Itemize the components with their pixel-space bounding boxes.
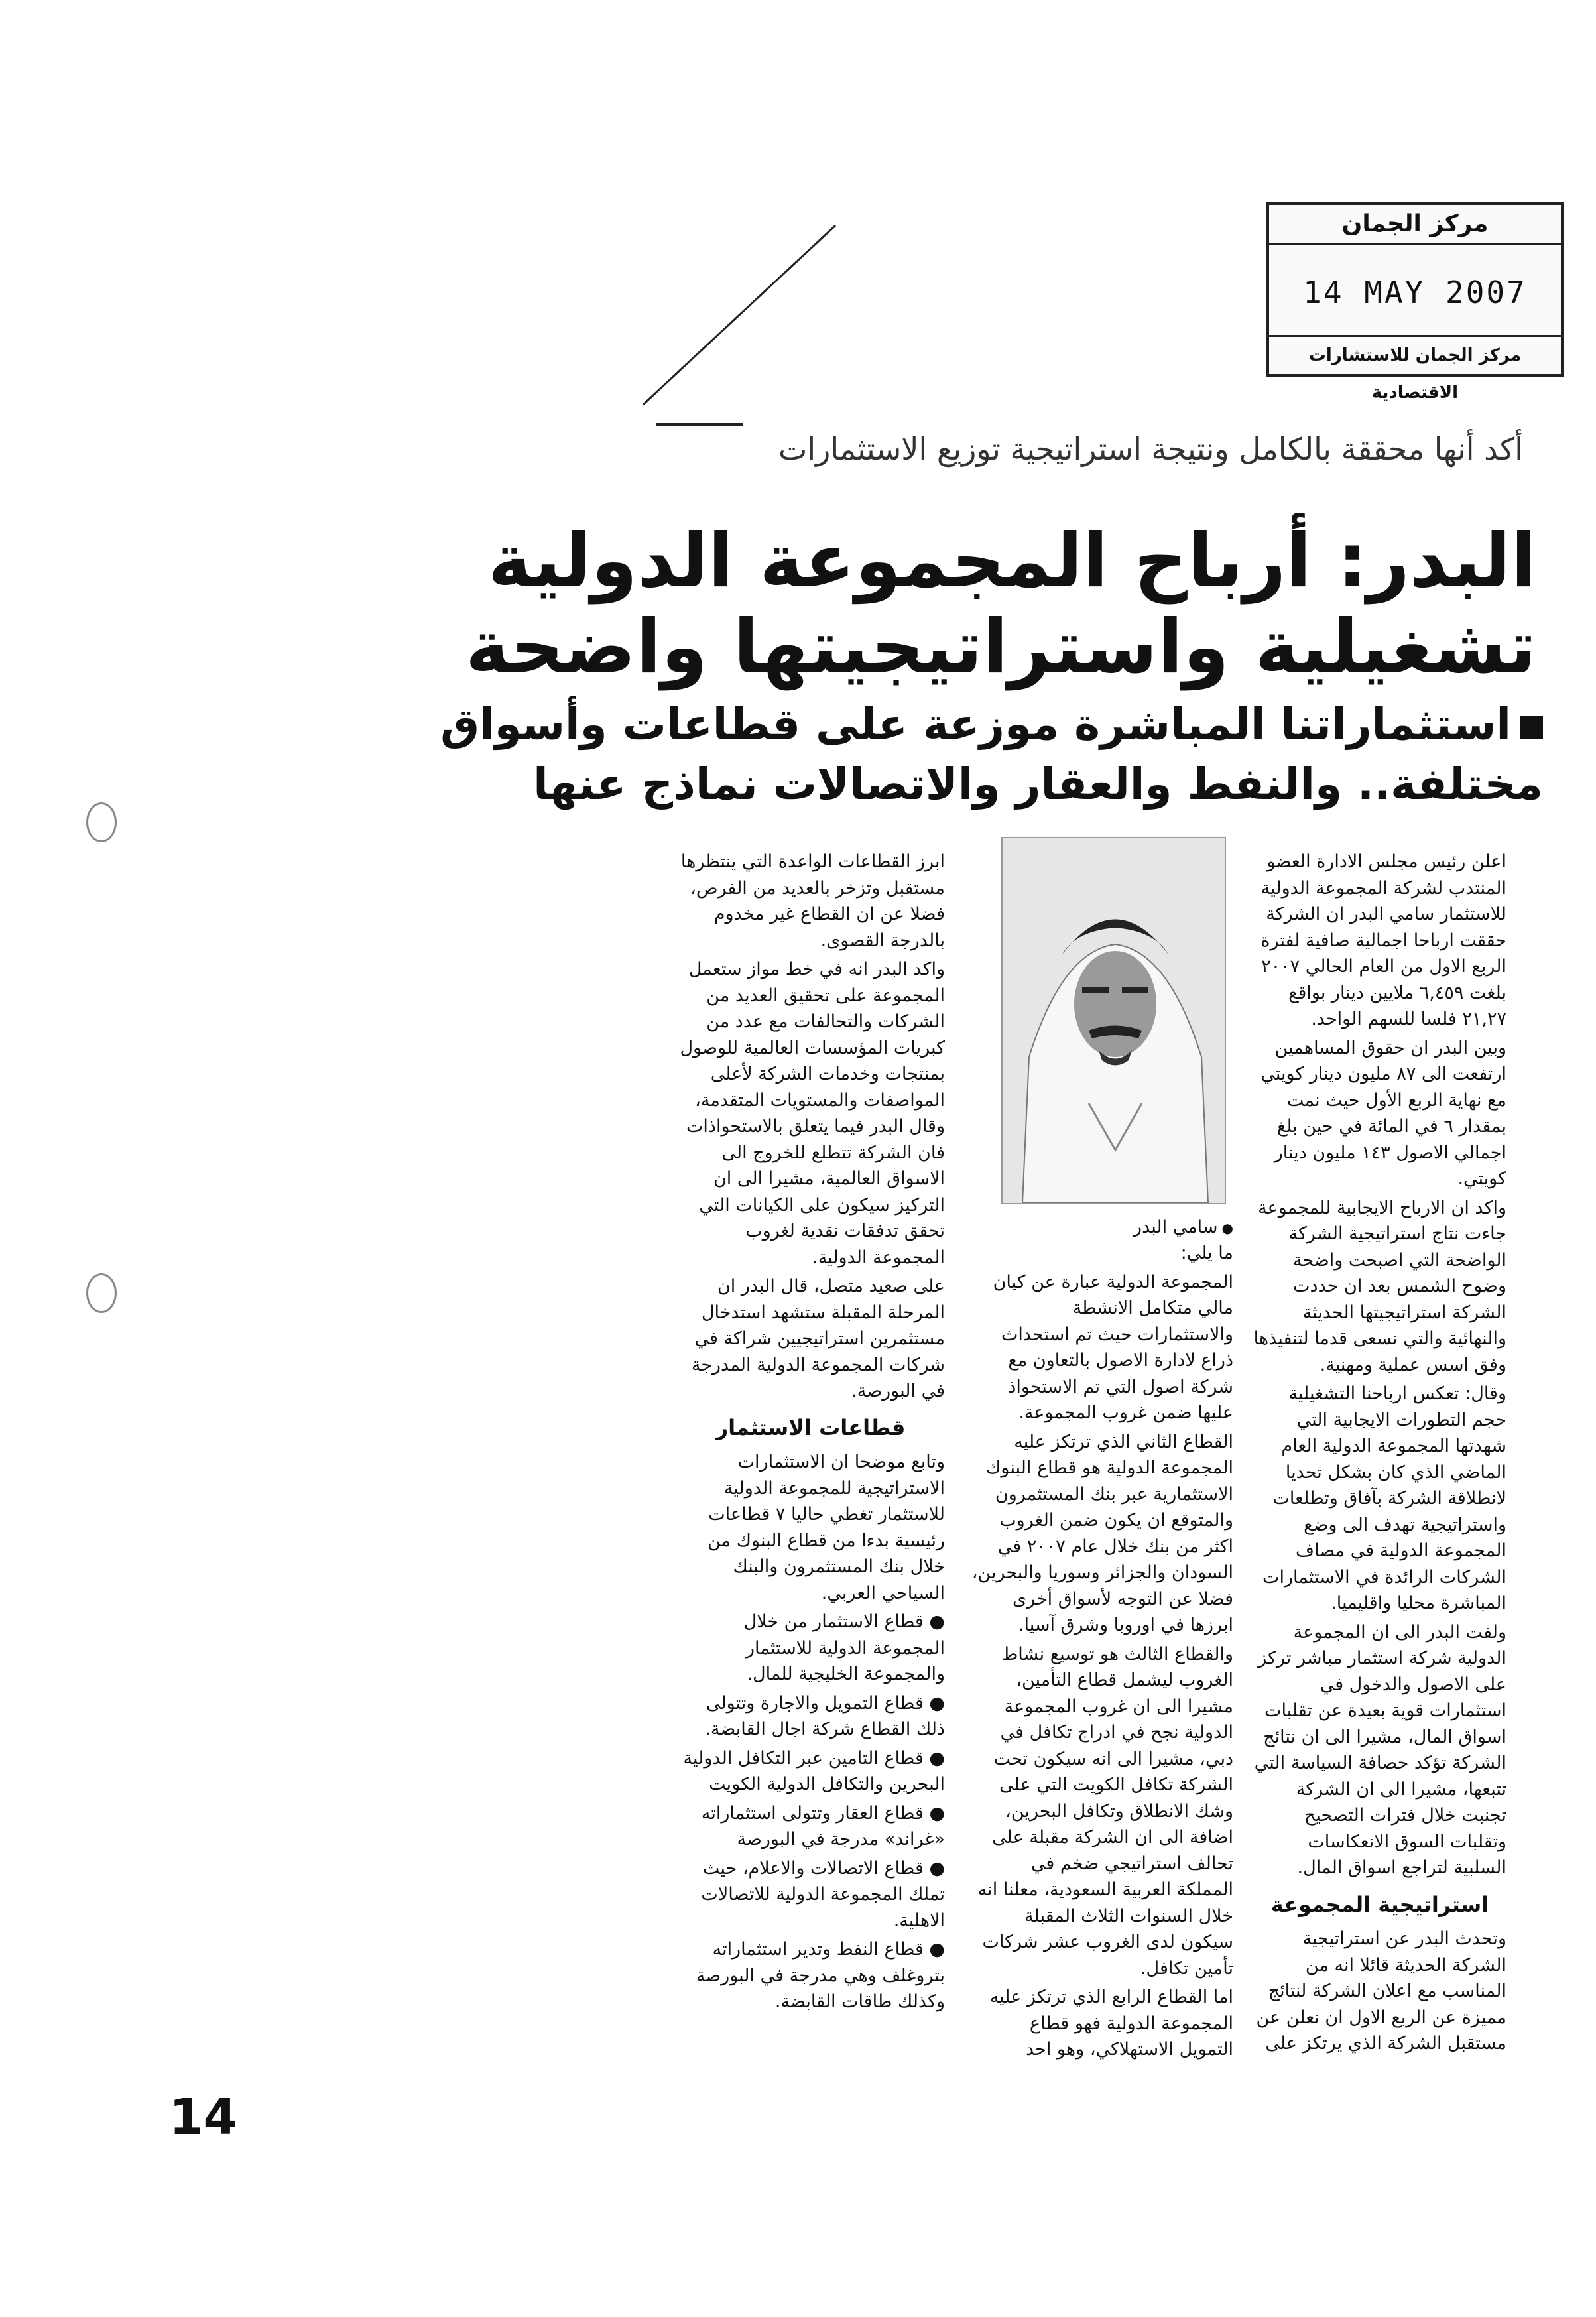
paragraph: اعلن رئيس مجلس الادارة العضو المنتدب لشركة المجموعة الدولية للاستثمار سامي البدر ان الشركة حققت ارباحا اجمالية صافية لفترة الربع الاول من العام الحالي ٢٠٠٧ بلغت ٦,٤٥٩ ملايين دينار بواقع ٢١,٢٧ فلسا للسهم الواحد. <box>1260 851 1506 1029</box>
paragraph: وتحدث البدر عن استراتيجية الشركة الحديثة قائلا انه من المناسب مع اعلان الشركة لنتائج مميزة عن الربع الاول ان نعلن عن مستقبل الشركة الذي يرتكز على <box>1256 1928 1506 2054</box>
article-column-left <box>676 849 945 2018</box>
paragraph: المجموعة الدولية عبارة عن كيان مالي متكامل الانشطة والاستثمارات حيث تم استحداث ذراع لادارة الاصول بالتعاون مع شركة اصول التي تم الاستحواذ عليها ضمن غروب المجموعة. <box>993 1271 1233 1423</box>
section-heading: استراتيجية المجموعة <box>1270 1891 1489 1917</box>
bullet-item: ● قطاع الاتصالات والاعلام، حيث تملك المجموعة الدولية للاتصالات الاهلية. <box>701 1857 945 1931</box>
subheadline-line-1: استثماراتنا المباشرة موزعة على قطاعات وأسواق <box>440 703 1543 747</box>
paragraph: واكد البدر انه في خط مواز ستعمل المجموعة على تحقيق العديد من الشركات والتحالفات مع عدد من كبريات المؤسسات العالمية للوصول بمنتجات وخدمات الشركة لأعلى المواصفات والمستويات المتقدمة، وقال البدر فيما يتعلق بالاستحواذات فان الشركة تتطلع للخروج الى الاسواق العالمية، مشيرا الى ان التركيز سيكون على الكيانات التي تحقق تدفقات نقدية لغروب المجموعة الدولية. <box>680 959 945 1268</box>
paragraph: ابرز القطاعات الواعدة التي ينتظرها مستقبل وتزخر بالعديد من الفرص، فضلا عن ان القطاع غير مخدوم بالدرجة القصوى. <box>680 851 945 951</box>
paragraph: القطاع الثاني الذي ترتكز عليه المجموعة الدولية هو قطاع البنوك الاستثمارية عبر بنك المستثمرون والمتوقع ان يكون ضمن الغروب اكثر من بنك خلال عام ٢٠٠٧ في السودان والجزائر وسوريا والبحرين، فضلا عن التوجه لأسواق أخرى ابرزها في اوروبا وشرق آسيا. <box>971 1431 1233 1635</box>
paragraph: وبين البدر ان حقوق المساهمين ارتفعت الى ٨٧ مليون دينار كويتي مع نهاية الربع الأول حيث نمت بمقدار ٦ في المائة في حين بلغ اجمالي الاصول ١٤٣ مليون دينار كويتي. <box>1260 1037 1506 1189</box>
paragraph: واكد ان الارباح الايجابية للمجموعة جاءت نتاج استراتيجية الشركة الواضحة التي اصبحت واضحة وضوح الشمس بعد ان حددت الشركة استراتيجيتها الحديثة والنهائية والتي نسعى قدما لتنفيذها وفق اسس عملية ومهنية. <box>1253 1197 1506 1375</box>
headline-line-2: تشغيلية واستراتيجيتها واضحة <box>465 604 1536 690</box>
bullet-item: ● قطاع النفط وتدير استثماراته بتروغلف وهي مدرجة في البورصة وكذلك طاقات القابضة. <box>696 1939 945 2012</box>
article-column-right <box>1253 849 1506 2060</box>
portrait-photo <box>1001 837 1226 1204</box>
subheadline-line-2: مختلفة.. والنفط والعقار والاتصالات نماذج عنها <box>533 759 1543 810</box>
paragraph: وقال: تعكس ارباحنا التشغيلية حجم التطورات الايجابية التي شهدتها المجموعة الدولية العام الماضي الذي كان بشكل تحديا لانطلاقة الشركة بآفاق وتطلعات واستراتيجية تهدف الى وضع المجموعة الدولية في مصاف الشركات الرائدة في الاستثمارات المباشرة محليا واقليميا. <box>1262 1383 1506 1613</box>
article-column-middle <box>971 1240 1233 2066</box>
punch-hole-middle <box>86 1273 117 1313</box>
paragraph: والقطاع الثالث هو توسيع نشاط الغروب ليشمل قطاع التأمين، مشيرا الى ان غروب المجموعة الدولية نجح في ادراج تكافل في دبي، مشيرا الى انه سيكون تحت الشركة تكافل الكويت التي على وشك الانطلاق وتكافل البحرين، اضافة الى ان الشركة مقبلة على تحالف استراتيجي ضخم في المملكة العربية السعودية، معلنا انه خلال السنوات الثلاث المقبلة سيكون لدى الغروب عشر شركات تأمين تكافل. <box>977 1643 1233 1979</box>
bullet-square-icon <box>1520 716 1543 739</box>
kicker: أكد أنها محققة بالكامل ونتيجة استراتيجية توزيع الاستثمارات <box>778 431 1523 467</box>
page-number: 14 <box>169 2089 237 2146</box>
pen-dash <box>653 418 746 431</box>
photo-caption: ● سامي البدر <box>995 1217 1233 1237</box>
date-stamp <box>1266 202 1564 403</box>
stamp-date: 14 MAY 2007 <box>1303 275 1527 310</box>
bullet-item: ● قطاع التمويل والاجارة وتتولى ذلك القطاع شركة اجال القابضة. <box>705 1692 945 1739</box>
punch-hole-top <box>86 802 117 842</box>
paragraph: ولفت البدر الى ان المجموعة الدولية شركة استثمار مباشر تركز على الاصول والدخول في استثمارات قوية بعيدة عن تقلبات اسواق المال، مشيرا الى ان نتائج الشركة تؤكد حصافة السياسة التي تتبعها، مشيرا الى ان الشركة تجنبت خلال فترات التصحيح وتقلبات السوق الانعكاسات السلبية لتراجع اسواق المال. <box>1254 1621 1506 1878</box>
section-heading: قطاعات الاستثمار <box>715 1414 906 1440</box>
paragraph: على صعيد متصل، قال البدر ان المرحلة المقبلة ستشهد استدخال مستثمرين استراتيجيين شراكة في شركات المجموعة الدولية المدرجة في البورصة. <box>691 1276 945 1401</box>
bullet-item: ● قطاع العقار وتتولى استثماراته «غراند» مدرجة في البورصة <box>701 1802 945 1849</box>
headline-line-1: البدر: أرباح المجموعة الدولية <box>487 518 1536 604</box>
paragraph: وتابع موضحا ان الاستثمارات الاستراتيجية للمجموعة الدولية للاستثمار تغطي حاليا ٧ قطاعات رئيسية بدءا من قطاع البنوك من خلال بنك المستثمرون والبنك السياحي العربي. <box>707 1452 945 1603</box>
bullet-item: ● قطاع الاستثمار من خلال المجموعة الدولية للاستثمار والمجموعة الخليجية للمال. <box>743 1611 945 1684</box>
bullet-item: ● قطاع التامين عبر التكافل الدولية البحرين والتكافل الدولية الكويت <box>683 1747 945 1794</box>
pen-stroke <box>630 219 849 418</box>
stamp-header: مركز الجمان <box>1269 205 1561 245</box>
paragraph: ما يلي: <box>1180 1243 1233 1263</box>
stamp-footer: مركز الجمان للاستشارات الاقتصادية <box>1269 335 1561 374</box>
paragraph: اما القطاع الرابع الذي ترتكز عليه المجموعة الدولية فهو قطاع التمويل الاستهلاكي، وهو احد <box>989 1987 1233 2060</box>
